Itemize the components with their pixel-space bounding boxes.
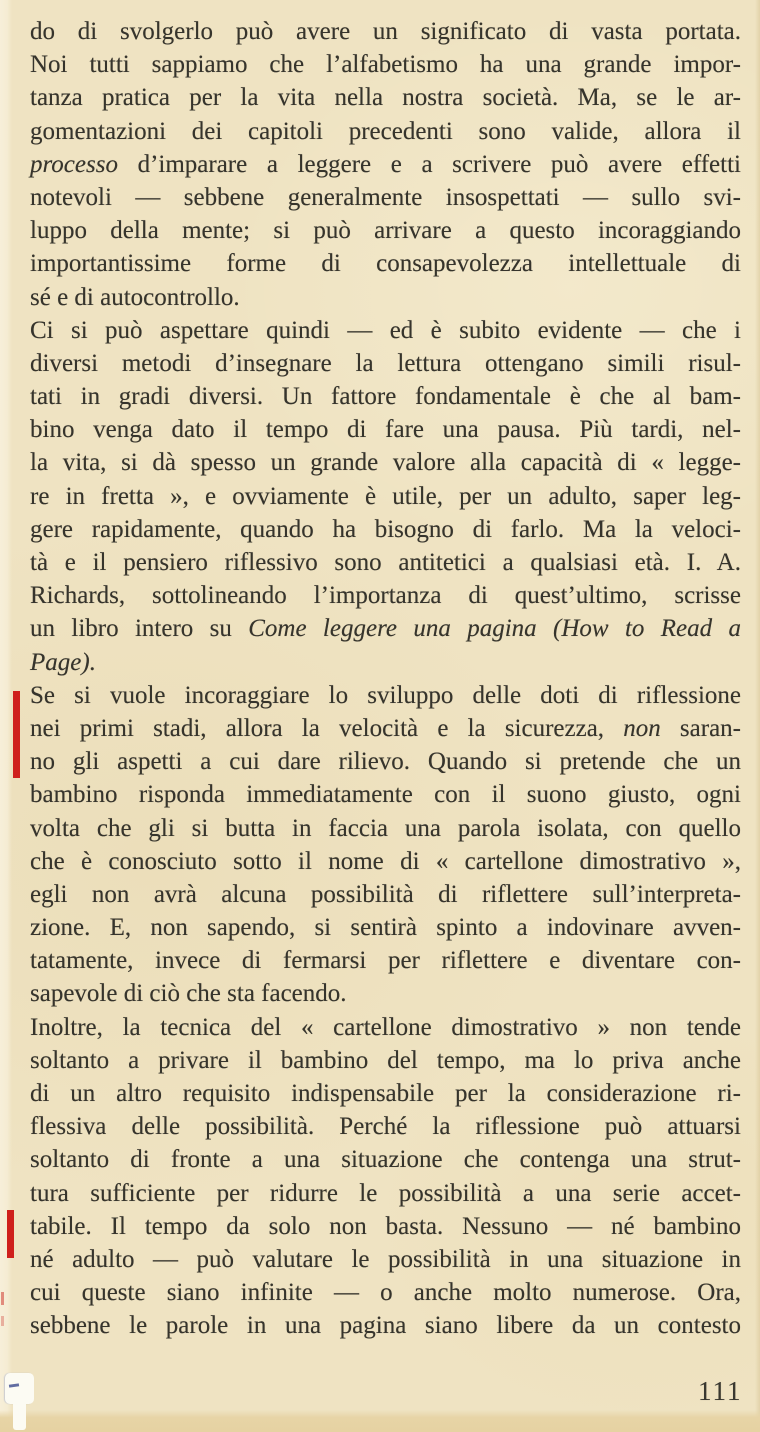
page-right-edge-shadow: [755, 0, 760, 1432]
text-line: Richards, sottolineando l’importanza di quest’ultimo, scrisse: [30, 582, 741, 610]
text-line: luppo della mente; si può arrivare a questo incoraggiando: [30, 217, 741, 245]
body-text: [30, 15, 741, 1343]
text-line: né adulto — può valutare le possibilità in una situazione in: [30, 1245, 741, 1273]
text-line: soltanto di fronte a una situazione che contenga una strut-: [30, 1146, 741, 1174]
text-line: tà e il pensiero riflessivo sono antitetici a qualsiasi età. I. A.: [30, 549, 741, 576]
text-line: do di svolgerlo può avere un significato di vasta portata.: [30, 18, 741, 45]
text-line: Se si vuole incoraggiare lo sviluppo delle doti di riflessione: [30, 681, 741, 709]
margin-mark-red-2: [7, 1210, 14, 1258]
margin-mark-red-1: [13, 691, 20, 778]
text-line: bino venga dato il tempo di fare una pausa. Più tardi, nel-: [30, 416, 741, 444]
text-line: gere rapidamente, quando ha bisogno di farlo. Ma la veloci-: [30, 515, 741, 543]
text-line: tatamente, invece di fermarsi per riflettere e diventare con-: [30, 947, 741, 975]
text-line: importantissime forme di consapevolezza intellettuale di: [30, 250, 741, 278]
text-line: tati in gradi diversi. Un fattore fondamentale è che al bam-: [30, 383, 741, 411]
text-line: gomentazioni dei capitoli precedenti sono valide, allora il: [30, 117, 741, 145]
text-line: re in fretta », e ovviamente è utile, per un adulto, saper leg-: [30, 482, 741, 510]
text-line: la vita, si dà spesso un grande valore alla capacità di « legge-: [30, 449, 741, 477]
page-bottom-shadow: [0, 1410, 760, 1432]
text-line: nei primi stadi, allora la velocità e la sicurezza, non saran-: [30, 714, 742, 742]
margin-dash-red-2: [1, 1316, 4, 1326]
text-line: tabile. Il tempo da solo non basta. Nessuno — né bambino: [30, 1212, 741, 1240]
text-line: soltanto a privare il bambino del tempo, ma lo priva anche: [30, 1046, 741, 1074]
text-line: che è conosciuto sotto il nome di « cartellone dimostrativo »,: [30, 847, 741, 875]
text-line: un libro intero su Come leggere una pagina (How to Read a: [30, 615, 742, 643]
text-line: egli non avrà alcuna possibilità di riflettere sull’interpreta-: [30, 880, 741, 908]
text-line: zione. E, non sapendo, si sentirà spinto a indovinare avven-: [30, 914, 741, 942]
text-line: processo d’imparare a leggere e a scrivere può avere effetti: [30, 150, 741, 178]
text-line: no gli aspetti a cui dare rilievo. Quando si pretende che un: [30, 748, 741, 776]
text-line: sebbene le parole in una pagina siano libere da un contesto: [30, 1312, 741, 1340]
text-line: notevoli — sebbene generalmente insospettati — sullo svi-: [30, 183, 741, 211]
margin-dash-red-1: [1, 1292, 4, 1305]
text-line: volta che gli si butta in faccia una parola isolata, con quello: [30, 814, 741, 842]
text-line: sapevole di ciò che sta facendo.: [30, 980, 347, 1008]
text-line: Inoltre, la tecnica del « cartellone dimostrativo » non tende: [30, 1013, 741, 1041]
text-line: Ci si può aspettare quindi — ed è subito evidente — che i: [30, 316, 741, 344]
text-line: sé e di autocontrollo.: [30, 283, 240, 311]
text-line: di un altro requisito indispensabile per la considerazione ri-: [30, 1080, 741, 1107]
text-line: cui queste siano infinite — o anche molto numerose. Ora,: [30, 1279, 741, 1307]
text-line: bambino risponda immediatamente con il suono giusto, ogni: [30, 781, 741, 809]
text-line: tanza pratica per la vita nella nostra società. Ma, se le ar-: [30, 84, 741, 112]
text-line: Noi tutti sappiamo che l’alfabetismo ha una grande impor-: [30, 51, 741, 79]
page-number: 111: [698, 1376, 743, 1406]
scan-artifact-stem: [13, 1395, 26, 1430]
text-line: Page).: [30, 648, 96, 676]
text-line: flessiva delle possibilità. Perché la riflessione può attuarsi: [30, 1113, 741, 1141]
text-line: diversi metodi d’insegnare la lettura ottengano simili risul-: [30, 349, 741, 377]
text-line: tura sufficiente per ridurre le possibilità a una serie accet-: [30, 1179, 741, 1207]
